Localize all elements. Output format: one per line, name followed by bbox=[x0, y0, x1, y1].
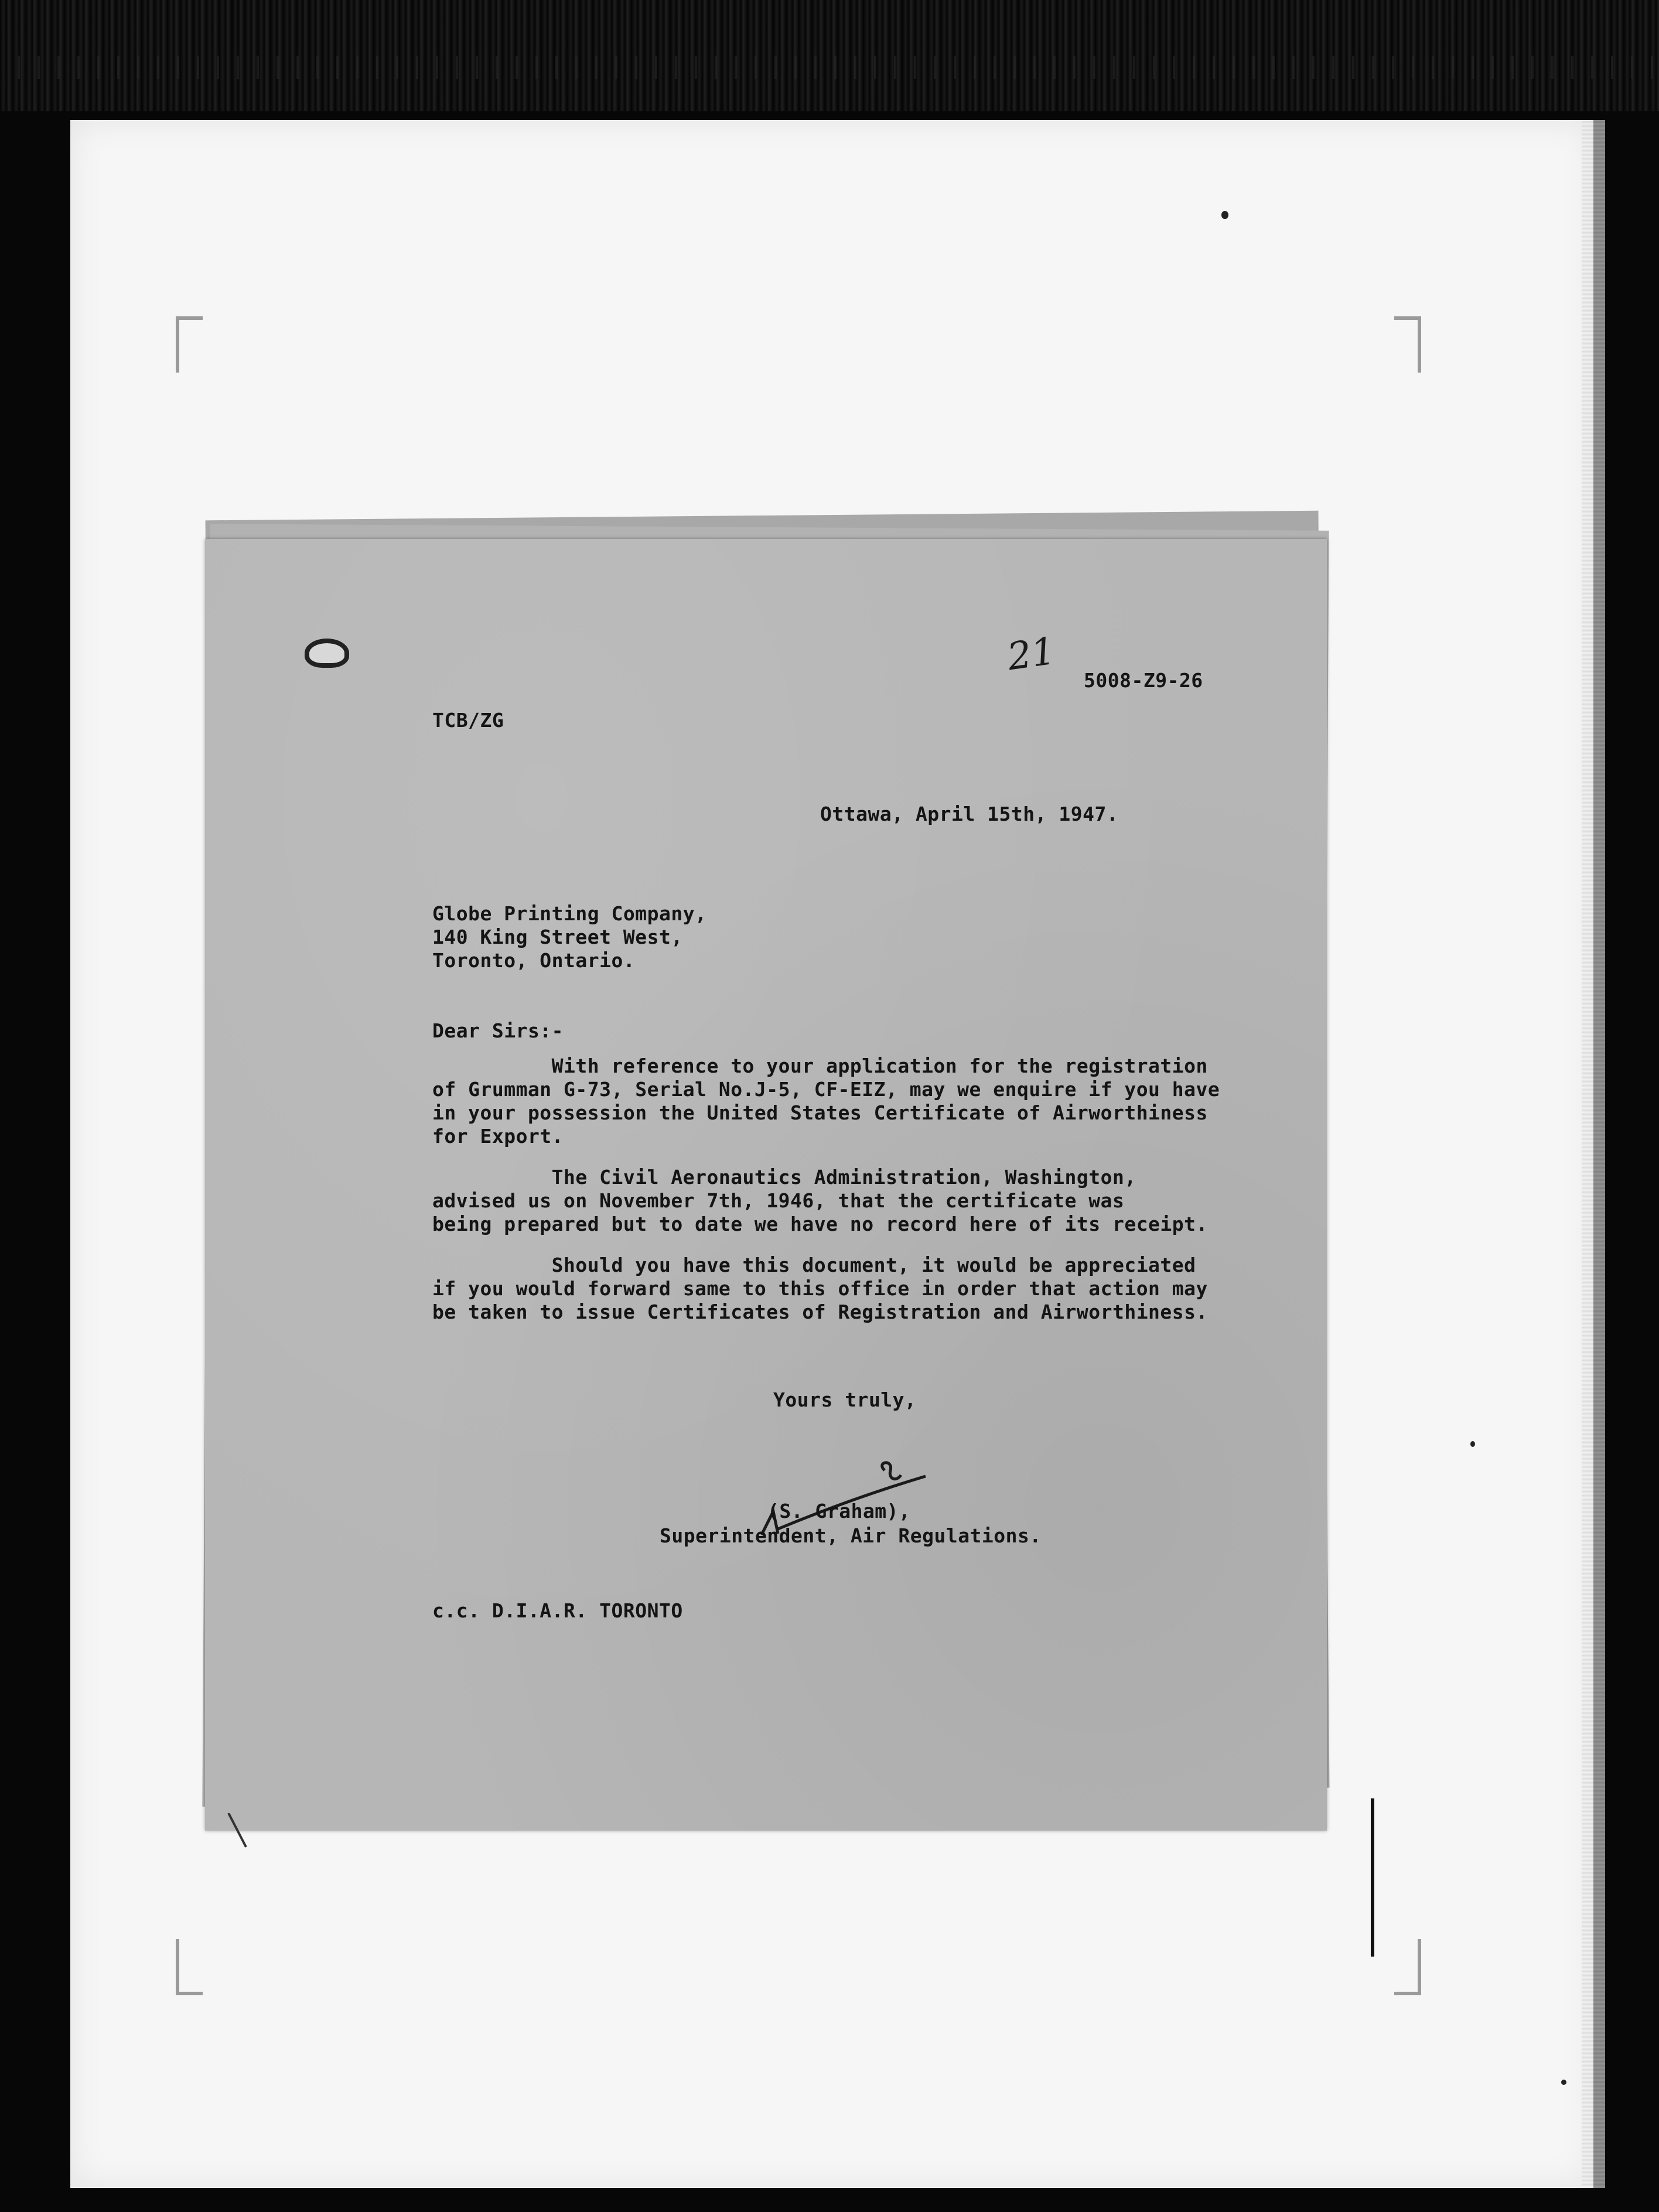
vertical-rule bbox=[1371, 1798, 1374, 1957]
typist-initials: TCB/ZG bbox=[432, 709, 504, 732]
body-line: The Civil Aeronautics Administration, Washington, bbox=[432, 1166, 1136, 1189]
address-line: 140 King Street West, bbox=[432, 926, 683, 948]
body-line: for Export. bbox=[432, 1125, 564, 1148]
frame-right-edge bbox=[1582, 120, 1605, 2188]
body-line: With reference to your application for the registration bbox=[432, 1054, 1208, 1077]
crop-mark-top-right bbox=[1394, 316, 1421, 373]
signatory-title: Superintendent, Air Regulations. bbox=[660, 1524, 1042, 1547]
salutation: Dear Sirs:- bbox=[432, 1019, 564, 1042]
body-line: being prepared but to date we have no record here of its receipt. bbox=[432, 1213, 1208, 1235]
address-line: Globe Printing Company, bbox=[432, 902, 707, 925]
dust-speck bbox=[1561, 2080, 1566, 2085]
file-reference: 5008-Z9-26 bbox=[1084, 669, 1203, 692]
closing: Yours truly, bbox=[773, 1388, 917, 1411]
crop-mark-bottom-left bbox=[176, 1939, 203, 1995]
place-and-date: Ottawa, April 15th, 1947. bbox=[820, 803, 1119, 825]
body-line: in your possession the United States Certificate of Airworthiness bbox=[432, 1101, 1208, 1124]
body-line: of Grumman G-73, Serial No.J-5, CF-EIZ, may we enquire if you have bbox=[432, 1078, 1220, 1101]
dust-speck bbox=[1470, 1441, 1475, 1447]
dust-speck bbox=[1221, 211, 1228, 219]
film-strip-edge bbox=[0, 0, 1659, 111]
signatory-name: (S. Graham), bbox=[767, 1500, 911, 1523]
body-line: if you would forward same to this office in order that action may bbox=[432, 1277, 1208, 1300]
crop-mark-bottom-right bbox=[1394, 1939, 1421, 1995]
crop-mark-top-left bbox=[176, 316, 203, 373]
page-corner-edge bbox=[205, 1813, 275, 1848]
punch-hole bbox=[305, 639, 349, 668]
letter-page bbox=[205, 539, 1327, 1831]
carbon-copy-line: c.c. D.I.A.R. TORONTO bbox=[432, 1599, 683, 1622]
body-line: be taken to issue Certificates of Registration and Airworthiness. bbox=[432, 1300, 1208, 1323]
address-line: Toronto, Ontario. bbox=[432, 949, 636, 972]
body-line: advised us on November 7th, 1946, that the certificate was bbox=[432, 1189, 1125, 1212]
body-line: Should you have this document, it would be appreciated bbox=[432, 1254, 1196, 1276]
handwritten-reference: 21 bbox=[1005, 629, 1059, 680]
